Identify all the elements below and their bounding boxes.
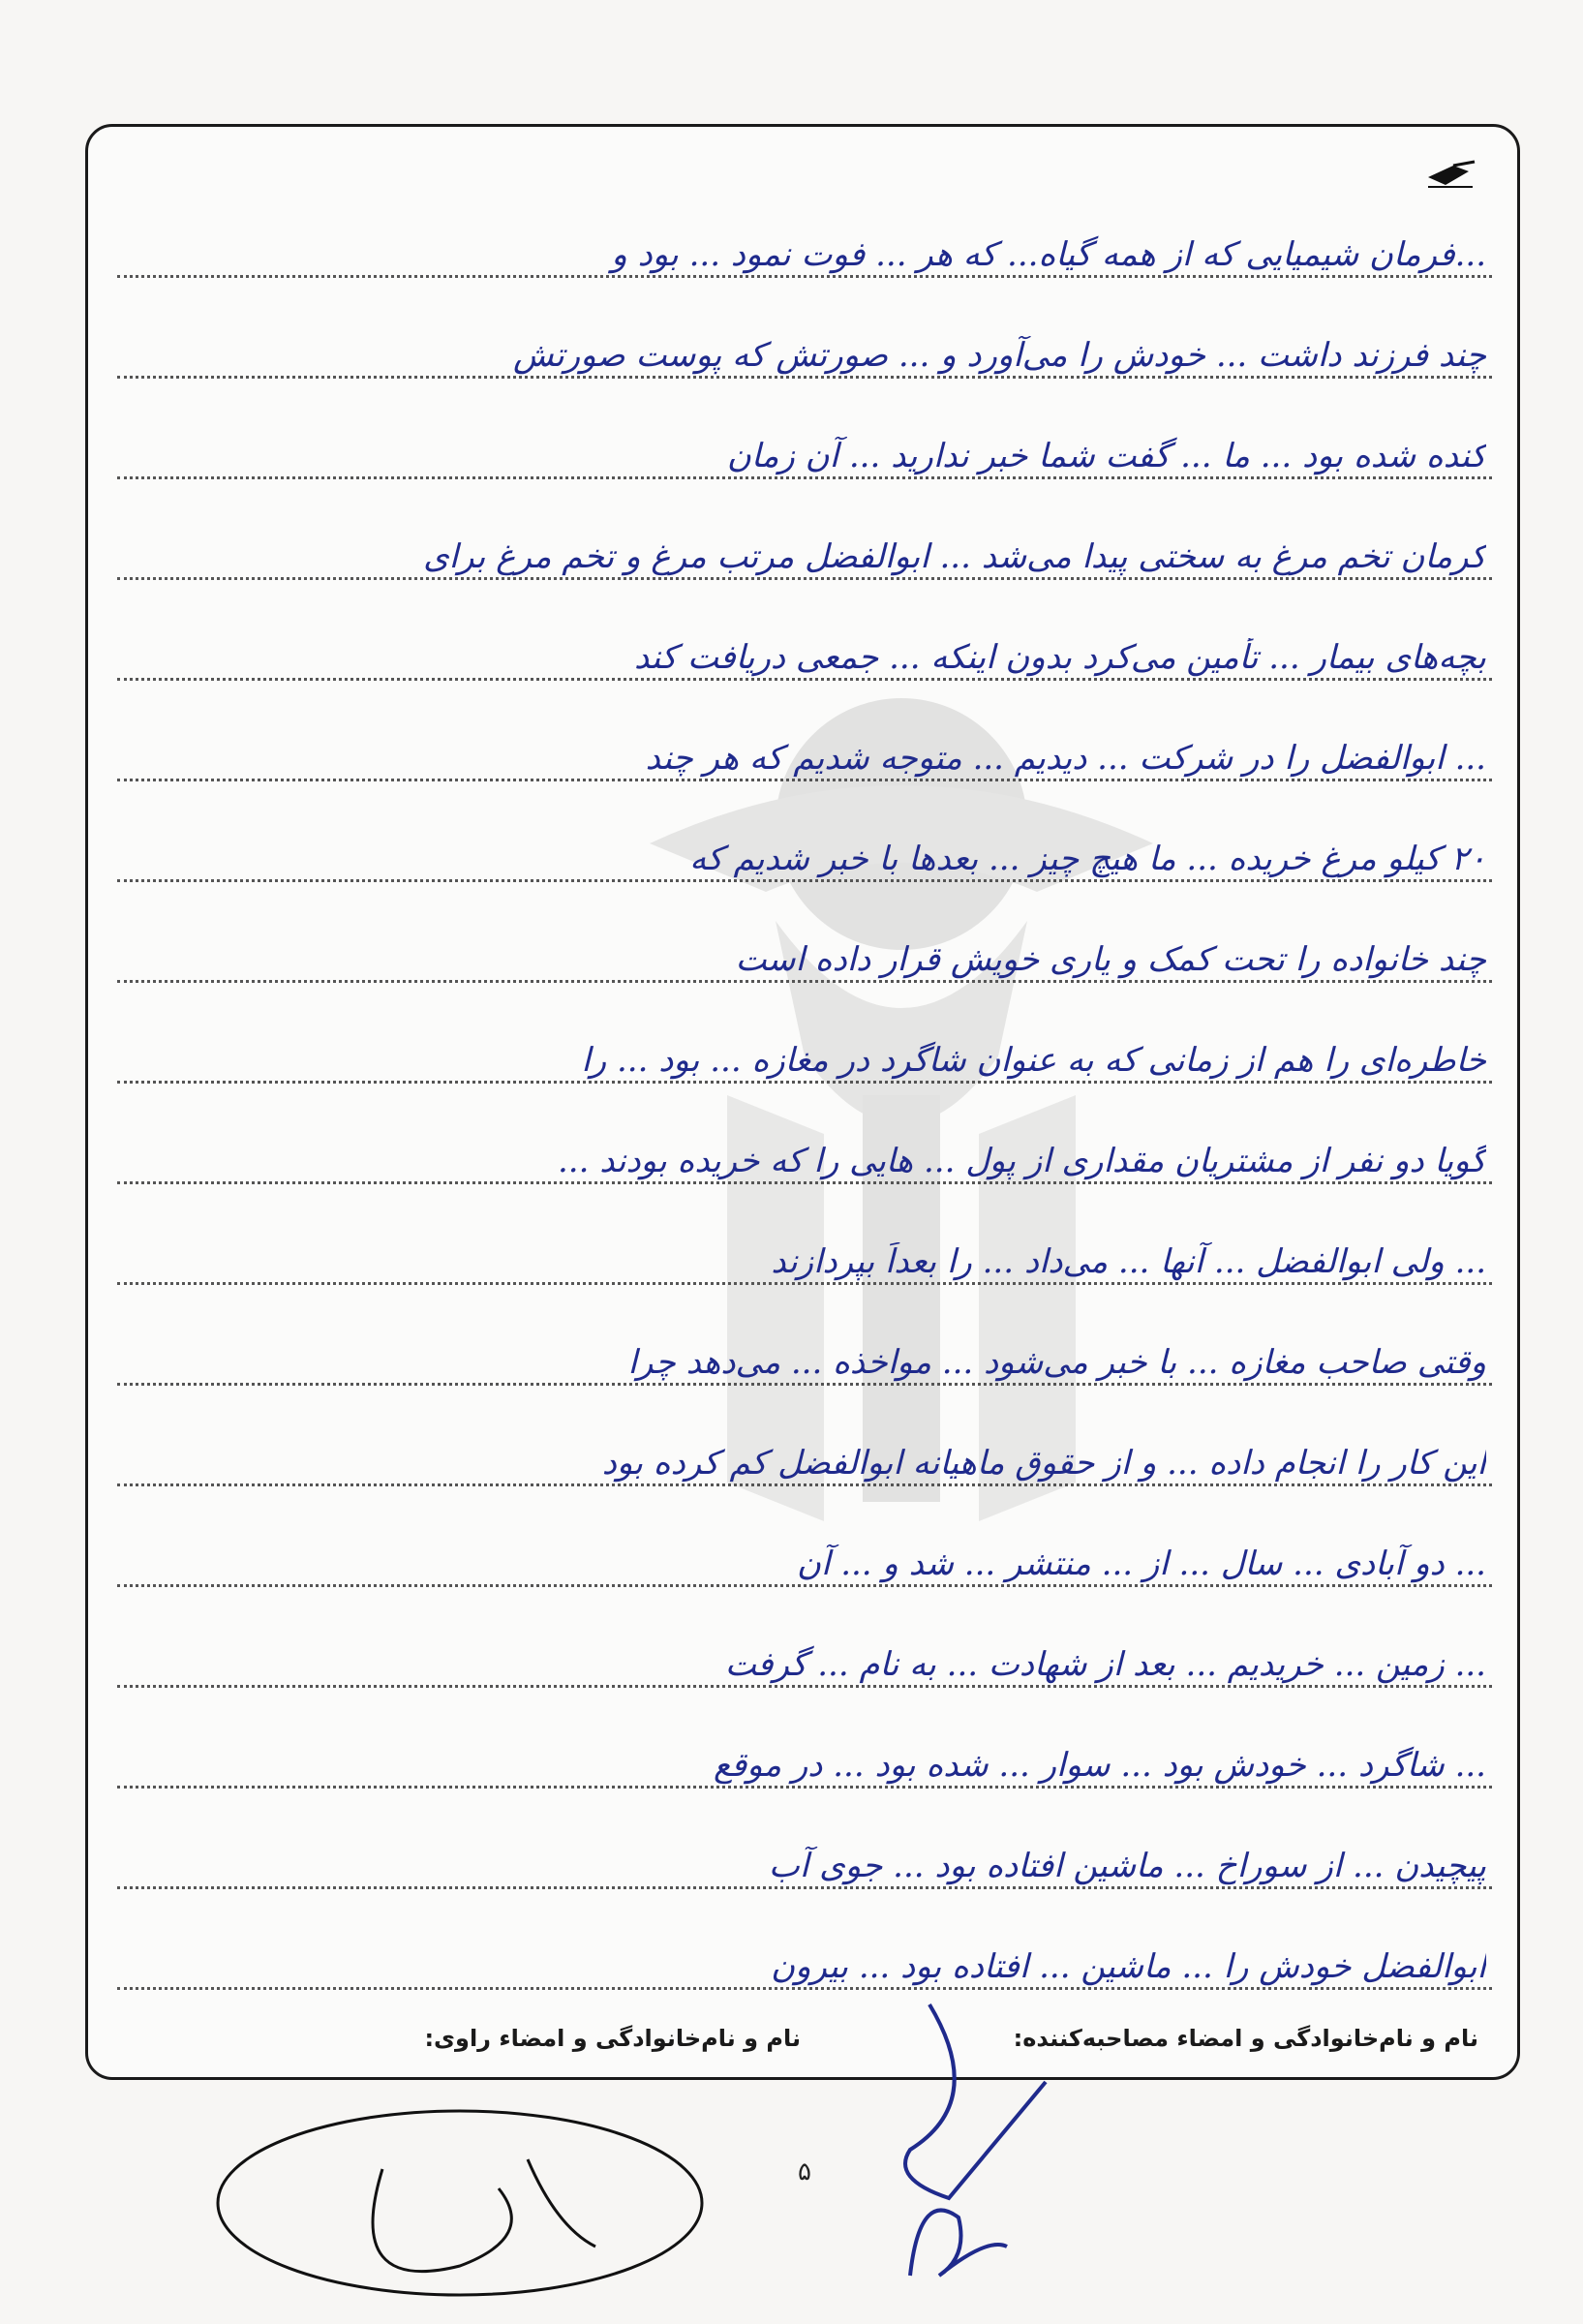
dotted-rule <box>117 1483 1492 1486</box>
text-line <box>117 195 1492 291</box>
text-line <box>117 295 1492 392</box>
handwritten-text: کنده شده بود ... ما ... گفت شما خبر ندارید ... آن زمان <box>726 437 1486 475</box>
dotted-rule <box>117 879 1492 882</box>
text-line <box>117 1403 1492 1500</box>
handwritten-text: ابوالفضل خودش را ... ماشین ... افتاده بود ... بیرون <box>771 1947 1486 1986</box>
dotted-rule <box>117 1181 1492 1184</box>
dotted-rule <box>117 1584 1492 1587</box>
text-line <box>117 396 1492 493</box>
handwritten-text: ... زمین ... خریدیم ... بعد از شهادت ... به نام ... گرفت <box>724 1645 1486 1684</box>
dotted-rule <box>117 1383 1492 1386</box>
handwritten-text: ... ولی ابوالفضل ... آنها ... می‌داد ... را بعداً بپردازند <box>771 1242 1486 1281</box>
narrator-signature-label: نام و نام‌خانوادگی و امضاء راوی: <box>424 2025 801 2052</box>
dotted-rule <box>117 476 1492 479</box>
handwritten-text: چند فرزند داشت ... خودش را می‌آورد و ... صورتش که پوست صورتش <box>513 336 1486 375</box>
dotted-rule <box>117 779 1492 781</box>
handwritten-text: ... ابوالفضل را در شرکت ... دیدیم ... متوجه شدیم که هر چند <box>645 739 1486 778</box>
text-line <box>117 497 1492 594</box>
interviewer-signature <box>871 1985 1065 2314</box>
dotted-rule <box>117 1081 1492 1084</box>
dotted-rule <box>117 275 1492 278</box>
dotted-rule <box>117 1987 1492 1990</box>
text-line <box>117 1302 1492 1399</box>
handwritten-text: وقتی صاحب مغازه ... با خبر می‌شود ... مواخذه ... می‌دهد چرا <box>627 1343 1486 1382</box>
handwritten-text: پیچیدن ... از سوراخ ... ماشین افتاده بود ... جوی آب <box>768 1847 1486 1885</box>
text-line <box>117 1605 1492 1701</box>
text-line <box>117 1806 1492 1903</box>
page-number: ۵ <box>798 2157 811 2186</box>
handwritten-text: این کار را انجام داده ... و از حقوق ماهیانه ابوالفضل کم کرده بود <box>601 1444 1486 1483</box>
dotted-rule <box>117 1282 1492 1285</box>
text-line <box>117 1504 1492 1601</box>
dotted-rule <box>117 678 1492 681</box>
handwritten-text: خاطره‌ای را هم از زمانی که به عنوان شاگرد در مغازه ... بود ... را <box>581 1041 1486 1080</box>
text-line <box>117 799 1492 896</box>
form-frame <box>85 124 1520 2080</box>
text-line <box>117 698 1492 795</box>
dotted-rule <box>117 1685 1492 1688</box>
handwritten-text: بچه‌های بیمار ... تأمین می‌کرد بدون اینکه ... جمعی دریافت کند <box>633 638 1486 677</box>
text-line <box>117 1000 1492 1097</box>
text-line <box>117 597 1492 694</box>
dotted-rule <box>117 1886 1492 1889</box>
handwritten-text: چند خانواده را تحت کمک و یاری خویش قرار داده است <box>735 940 1486 979</box>
text-line <box>117 900 1492 996</box>
handwritten-text: گویا دو نفر از مشتریان مقداری از پول ... هایی را که خریده بودند ... <box>557 1142 1486 1180</box>
dotted-rule <box>117 1786 1492 1789</box>
text-line <box>117 1705 1492 1802</box>
handwritten-text: ... دو آبادی ... سال ... از ... منتشر ... شد و ... آن <box>796 1544 1486 1583</box>
dotted-rule <box>117 577 1492 580</box>
text-line <box>117 1202 1492 1299</box>
handwritten-text: ۲۰ کیلو مرغ خریده ... ما هیچ چیز ... بعدها با خبر شدیم که <box>689 840 1486 878</box>
dotted-rule <box>117 376 1492 379</box>
handwritten-lines <box>117 127 1492 2025</box>
handwritten-text: ...فرمان شیمیایی که از همه گیاه... که هر ... فوت نمود ... بود و <box>611 235 1486 274</box>
handwritten-text: کرمان تخم مرغ به سختی پیدا می‌شد ... ابوالفضل مرتب مرغ و تخم مرغ برای <box>423 537 1486 576</box>
narrator-signature <box>208 2101 712 2324</box>
dotted-rule <box>117 980 1492 983</box>
text-line <box>117 1907 1492 2003</box>
interviewer-signature-label: نام و نام‌خانوادگی و امضاء مصاحبه‌کننده: <box>1013 2025 1478 2052</box>
text-line <box>117 1101 1492 1198</box>
handwritten-text: ... شاگرد ... خودش بود ... سوار ... شده بود ... در موقع <box>713 1746 1486 1785</box>
